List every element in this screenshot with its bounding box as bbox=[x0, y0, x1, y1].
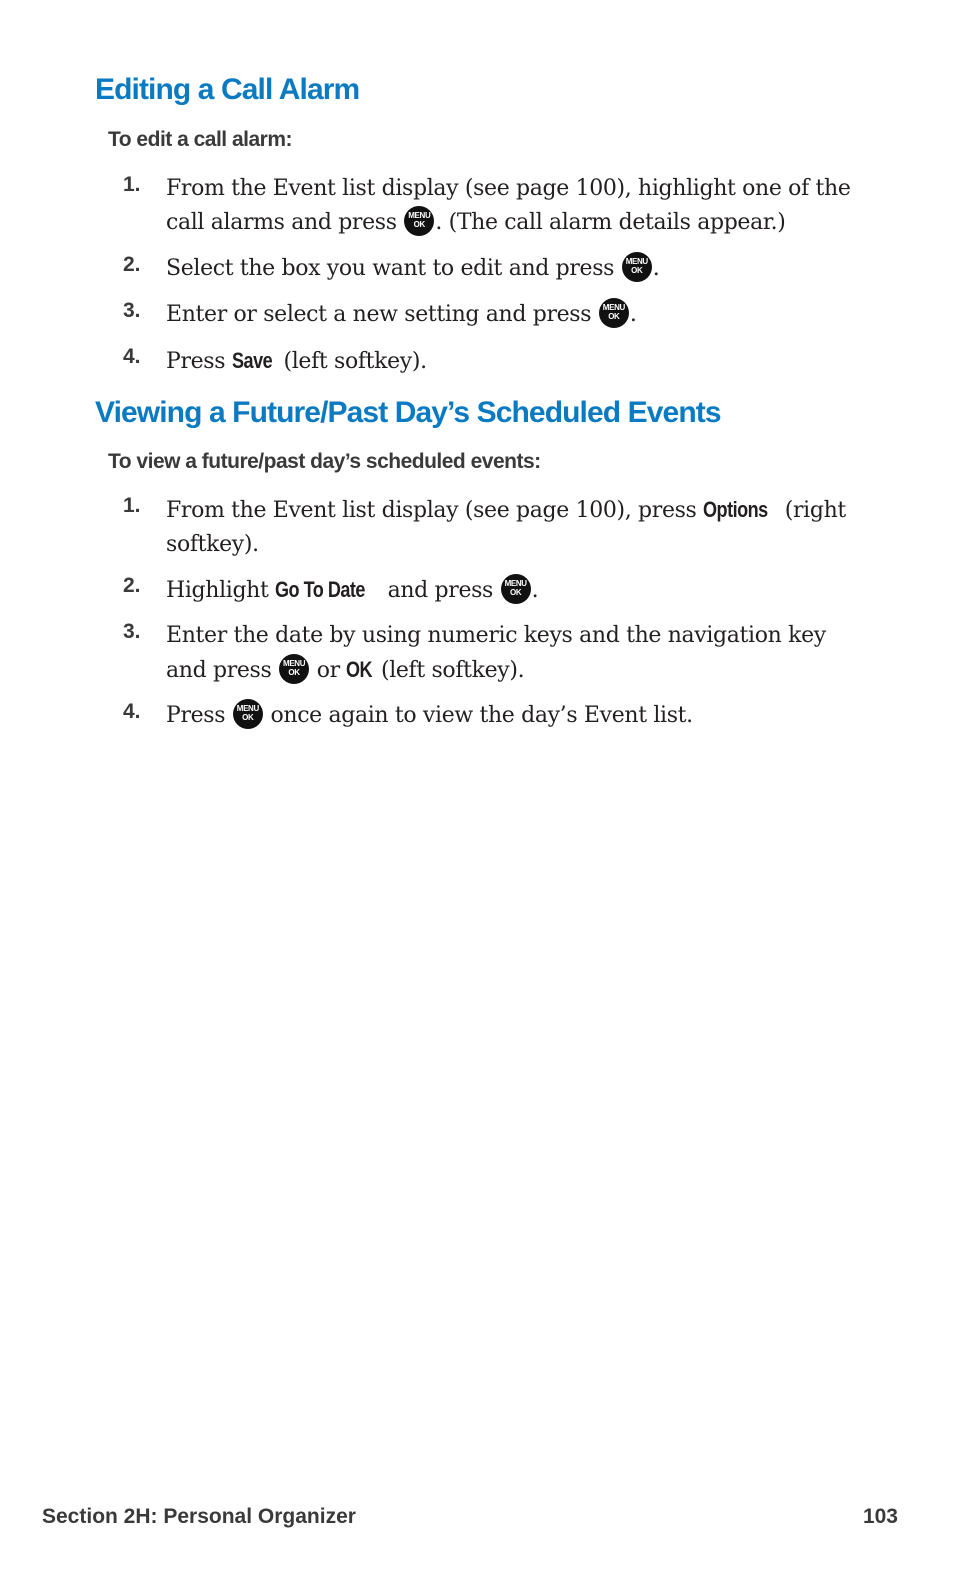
step-text bbox=[166, 298, 856, 332]
menu-ok-key-icon: MENU OK bbox=[599, 298, 629, 328]
footer-page-number: 103 bbox=[862, 1505, 898, 1528]
step-text bbox=[166, 573, 856, 608]
step-text bbox=[166, 493, 856, 562]
menu-ok-key-icon: MENU OK bbox=[501, 574, 531, 604]
softkey-label-options: Options bbox=[703, 497, 768, 522]
step-number: 1. bbox=[123, 173, 141, 196]
step-text-a: Press bbox=[166, 349, 226, 374]
step-text-a: Enter the date by using numeric keys and the navigation key and press bbox=[166, 623, 826, 683]
section-heading-viewing-events: Viewing a Future/Past Day’s Scheduled Events bbox=[95, 396, 721, 429]
step-text-a: Enter or select a new setting and press bbox=[166, 302, 592, 327]
softkey-label-save: Save bbox=[231, 348, 272, 373]
step-text-b: (right softkey). bbox=[166, 498, 846, 557]
step-text-c: . bbox=[531, 578, 539, 603]
step-text bbox=[166, 252, 856, 286]
menu-ok-key-icon: MENU OK bbox=[279, 654, 309, 684]
footer-section-title: Section 2H: Personal Organizer bbox=[42, 1505, 356, 1528]
step-text-b: . bbox=[629, 302, 637, 327]
step-text bbox=[166, 344, 856, 379]
step-text-b: once again to view the day’s Event list. bbox=[270, 703, 693, 728]
step-number: 3. bbox=[123, 299, 141, 322]
step-text-b: or bbox=[316, 658, 340, 683]
menu-ok-key-icon: MENU OK bbox=[622, 252, 652, 282]
section-subheading: To edit a call alarm: bbox=[108, 128, 293, 151]
menu-ok-key-icon: MENU OK bbox=[233, 699, 263, 729]
step-text-b: and press bbox=[387, 578, 493, 603]
softkey-label-ok: OK bbox=[346, 657, 373, 682]
step-number: 4. bbox=[123, 345, 141, 368]
step-text bbox=[166, 172, 856, 240]
step-number: 1. bbox=[123, 494, 141, 517]
step-number: 4. bbox=[123, 700, 141, 723]
step-text bbox=[166, 699, 856, 733]
step-text bbox=[166, 619, 856, 688]
menu-ok-key-icon: MENU OK bbox=[404, 206, 434, 236]
step-number: 2. bbox=[123, 253, 141, 276]
step-text-b: . bbox=[652, 256, 660, 281]
step-text-b: (left softkey). bbox=[283, 349, 427, 374]
step-text-a: From the Event list display (see page 100), highlight one of the call alarms and press bbox=[166, 176, 851, 235]
step-text-c: (left softkey). bbox=[380, 658, 525, 683]
step-number: 3. bbox=[123, 620, 141, 643]
step-text-a: Highlight bbox=[166, 578, 269, 603]
step-number: 2. bbox=[123, 574, 141, 597]
section-heading-editing-call-alarm: Editing a Call Alarm bbox=[95, 73, 360, 106]
menu-item-label-go-to-date: Go To Date bbox=[275, 577, 366, 602]
section-subheading: To view a future/past day’s scheduled events: bbox=[108, 450, 541, 473]
step-text-a: Press bbox=[166, 703, 226, 728]
step-text-b: . (The call alarm details appear.) bbox=[435, 210, 786, 235]
step-text-a: From the Event list display (see page 100), press bbox=[166, 498, 697, 523]
step-text-a: Select the box you want to edit and press bbox=[166, 256, 615, 281]
